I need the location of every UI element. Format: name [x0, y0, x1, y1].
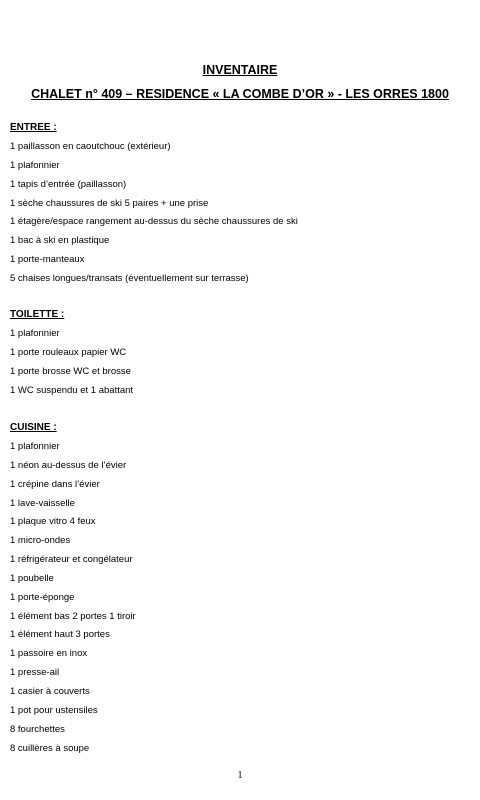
list-item: 1 porte-éponge — [10, 591, 75, 603]
page-number: 1 — [237, 770, 243, 781]
list-item: 1 élément haut 3 portes — [10, 629, 110, 641]
list-item: 1 tapis d’entrée (paillasson) — [10, 178, 127, 190]
list-item: 1 lave-vaisselle — [10, 497, 75, 509]
document-subtitle: CHALET n° 409 – RESIDENCE « LA COMBE D’OR » - LES ORRES 1800 — [31, 87, 449, 101]
list-item: 1 élément bas 2 portes 1 tiroir — [10, 610, 136, 622]
list-item: 1 crépine dans l’évier — [10, 478, 100, 490]
list-item: 1 porte-manteaux — [10, 254, 85, 266]
list-item: 8 cuillères à soupe — [10, 742, 90, 754]
section-cuisine — [10, 421, 470, 760]
list-item: 5 chaises longues/transats (éventuellement sur terrasse) — [10, 272, 249, 284]
list-item: 1 néon au-dessus de l’évier — [10, 459, 127, 471]
list-item: 1 micro-ondes — [10, 535, 71, 547]
list-item: 1 passoire en inox — [10, 648, 88, 660]
section-entree — [10, 121, 470, 291]
list-item: 1 sèche chaussures de ski 5 paires + une prise — [10, 197, 209, 209]
section-heading: TOILETTE : — [10, 309, 65, 320]
list-item: 1 pot pour ustensiles — [10, 704, 98, 716]
list-item: 1 étagère/espace rangement au-dessus du sèche chaussures de ski — [10, 216, 298, 228]
section-heading: ENTREE : — [10, 122, 57, 133]
section-heading: CUISINE : — [10, 422, 57, 433]
list-item: 1 réfrigérateur et congélateur — [10, 554, 133, 566]
document-title: INVENTAIRE — [202, 63, 278, 77]
list-item: 1 porte brosse WC et brosse — [10, 365, 131, 377]
list-item: 1 WC suspendu et 1 abattant — [10, 384, 134, 396]
list-item: 1 paillasson en caoutchouc (extérieur) — [10, 141, 171, 152]
list-item: 8 fourchettes — [10, 723, 65, 735]
list-item: 1 bac à ski en plastique — [10, 235, 110, 247]
list-item: 1 plafonnier — [10, 328, 60, 339]
list-item: 1 casier à couverts — [10, 685, 90, 697]
section-toilette — [10, 308, 470, 402]
list-item: 1 plafonnier — [10, 441, 60, 452]
list-item: 1 porte rouleaux papier WC — [10, 346, 127, 358]
list-item: 1 poubelle — [10, 572, 54, 584]
list-item: 1 plaque vitro 4 feux — [10, 516, 96, 528]
list-item: 1 presse-ail — [10, 667, 60, 679]
list-item: 1 plafonnier — [10, 159, 60, 171]
